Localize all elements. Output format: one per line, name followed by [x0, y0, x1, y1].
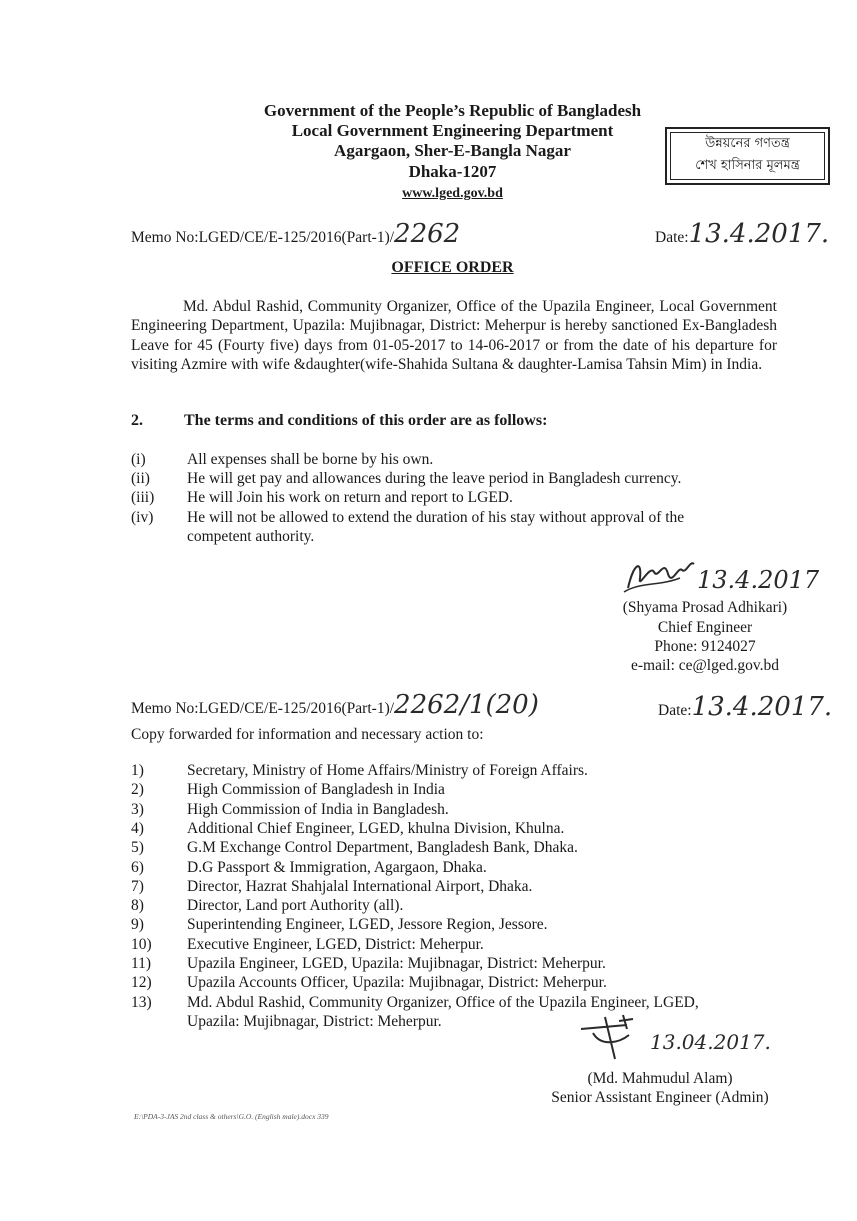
memo-2-date-label: Date:: [658, 702, 692, 719]
term-text: He will get pay and allowances during the leave period in Bangladesh currency.: [187, 470, 682, 487]
copy-text: Md. Abdul Rashid, Community Organizer, Office of the Upazila Engineer, LGED,: [187, 993, 699, 1011]
copy-num: 3): [131, 800, 144, 818]
memo-1-prefix: Memo No:LGED/CE/E-125/2016(Part-1)/: [131, 229, 395, 246]
memo-1-date: 13.4.2017.: [688, 219, 830, 249]
copy-text: Director, Hazrat Shahjalal International Airport, Dhaka.: [187, 877, 533, 895]
copies-list: [0, 761, 857, 1031]
motto-line-2: শেখ হাসিনার মূলমন্ত্র: [695, 158, 800, 173]
header-address: Agargaon, Sher-E-Bangla Nagar: [334, 141, 571, 160]
copy-text: Secretary, Ministry of Home Affairs/Ministry of Foreign Affairs.: [187, 762, 588, 779]
motto-box: [665, 127, 830, 185]
body-text: Md. Abdul Rashid, Community Organizer, Office of the Upazila Engineer, Local Government Engineering Department, Upazila: Mujibnagar, District: Meherpur is hereby sanctioned Ex-Bangladesh Leave for 45 (Fourty five) days from 01-05-2017 to 14-06-2017 or from the date of his departure for visiting Azmire with wife &daughter(wife-Shahida Sultana & daughter-Lamisa Tahsin Mim) in India.: [131, 298, 777, 374]
copy-num: 2): [131, 781, 144, 799]
copy-text: High Commission of India in Bangladesh.: [187, 800, 449, 818]
body-paragraph: [131, 297, 777, 375]
term-num: (ii): [131, 470, 150, 487]
memo-1-date-label: Date:: [655, 229, 689, 246]
copy-num: 9): [131, 916, 144, 934]
copy-text: Director, Land port Authority (all).: [187, 897, 404, 915]
memo-1-line: [131, 219, 460, 249]
term-num: (iv): [131, 509, 154, 526]
signature-1-date: 13.4.2017: [697, 566, 820, 594]
copy-num: 4): [131, 819, 144, 837]
memo-1-date-line: [655, 219, 829, 249]
copy-text: D.G Passport & Immigration, Agargaon, Dhaka.: [187, 858, 487, 876]
signature-2-date: 13.04.2017.: [650, 1030, 771, 1054]
copy-num: 13): [131, 993, 152, 1011]
term-text-continued: competent authority.: [187, 528, 315, 545]
term-text: He will not be allowed to extend the duration of his stay without approval of the: [187, 509, 685, 526]
motto-line-1: উন্নয়নের গণতন্ত্র: [705, 136, 790, 151]
copy-text-continued: Upazila: Mujibnagar, District: Meherpur.: [187, 1012, 442, 1030]
term-num: (i): [131, 451, 146, 468]
memo-2-number: 2262/1(20): [394, 690, 539, 720]
copy-text: Additional Chief Engineer, LGED, khulna Division, Khulna.: [187, 819, 565, 837]
order-title: OFFICE ORDER: [391, 259, 514, 276]
header-department: Local Government Engineering Department: [291, 121, 614, 140]
memo-2-prefix: Memo No:LGED/CE/E-125/2016(Part-1)/: [131, 700, 395, 717]
header-website-link[interactable]: www.lged.gov.bd: [402, 186, 503, 201]
memo-2-date-line: [658, 692, 832, 722]
copy-text: G.M Exchange Control Department, Bangladesh Bank, Dhaka.: [187, 839, 578, 857]
memo-2-line: [131, 690, 539, 720]
signature-2-scribble: [575, 1013, 645, 1063]
copy-text: Superintending Engineer, LGED, Jessore Region, Jessore.: [187, 916, 548, 934]
copy-num: 7): [131, 877, 144, 895]
signature-1-name: (Shyama Prosad Adhikari): [622, 599, 788, 616]
copy-num: 6): [131, 858, 144, 876]
term-num: (iii): [131, 489, 155, 506]
terms-heading: The terms and conditions of this order are as follows:: [184, 412, 548, 429]
copy-num: 10): [131, 935, 152, 953]
terms-number: 2.: [131, 412, 143, 429]
signature-1-phone: Phone: 9124027: [654, 638, 756, 655]
header-govt: Government of the People’s Republic of Bangladesh: [263, 101, 642, 120]
term-text: All expenses shall be borne by his own.: [187, 451, 434, 468]
signature-1-title: Chief Engineer: [657, 619, 753, 636]
signature-2-title: Senior Assistant Engineer (Admin): [551, 1089, 769, 1106]
copy-num: 11): [131, 955, 152, 972]
footer-file-path: E:\PDA-3-JAS 2nd class & others\G.O. (English male).docx 339: [134, 1112, 329, 1121]
copy-num: 1): [131, 762, 144, 779]
header-city: Dhaka-1207: [408, 162, 497, 181]
copy-text: Executive Engineer, LGED, District: Meherpur.: [187, 935, 484, 953]
signature-1-email[interactable]: e-mail: ce@lged.gov.bd: [631, 657, 779, 674]
copy-intro: Copy forwarded for information and necessary action to:: [131, 726, 484, 743]
terms-list: [0, 450, 857, 550]
copy-num: 5): [131, 839, 144, 857]
copy-num: 8): [131, 897, 144, 915]
term-text: He will Join his work on return and report to LGED.: [187, 489, 513, 506]
copy-text: High Commission of Bangladesh in India: [187, 781, 445, 799]
copy-num: 12): [131, 974, 152, 992]
signature-2-name: (Md. Mahmudul Alam): [587, 1070, 733, 1087]
copy-text: Upazila Engineer, LGED, Upazila: Mujibnagar, District: Meherpur.: [187, 955, 606, 972]
signature-1-scribble: [620, 552, 700, 598]
memo-2-date: 13.4.2017.: [691, 692, 833, 722]
motto-inner: [670, 132, 825, 180]
copy-text: Upazila Accounts Officer, Upazila: Mujibnagar, District: Meherpur.: [187, 974, 607, 992]
header-website-wrap: [0, 182, 857, 204]
memo-1-number: 2262: [394, 219, 461, 249]
